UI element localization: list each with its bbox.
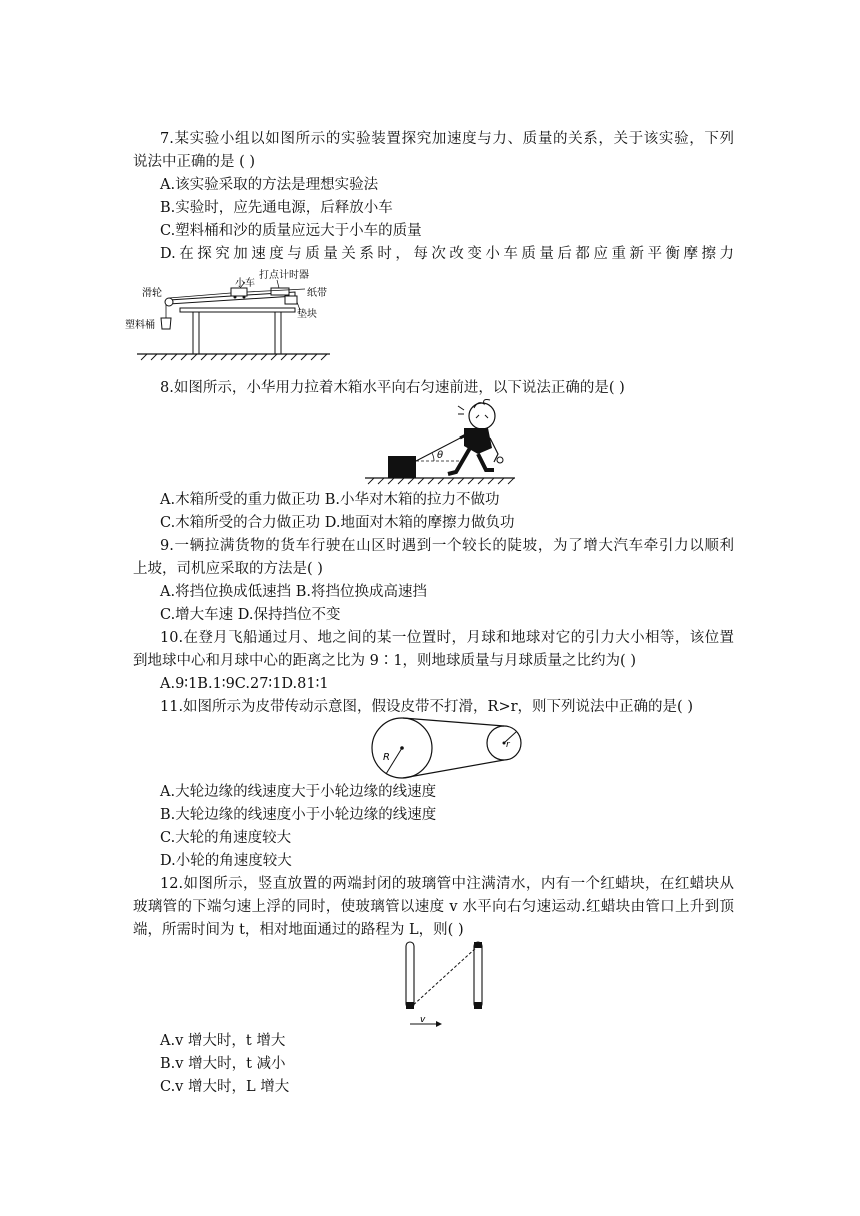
q12-glass-tube-figure xyxy=(400,938,495,1030)
big-wheel-label: R xyxy=(383,752,390,763)
q11-option-b: B.大轮边缘的线速度小于小轮边缘的线速度 xyxy=(160,807,437,823)
q11-option-d: D.小轮的角速度较大 xyxy=(160,853,292,869)
small-wheel-label: r xyxy=(506,740,510,750)
q10-stem-line2: 到地球中心和月球中心的距离之比为 9∶1，则地球质量与月球质量之比约为( ) xyxy=(133,653,636,669)
q11-option-a: A.大轮边缘的线速度大于小轮边缘的线速度 xyxy=(160,784,437,800)
q7-stem-line1: 7.某实验小组以如图所示的实验装置探究加速度与力、质量的关系，关于该实验，下列 xyxy=(160,131,734,147)
q7-option-d: D.在探究加速度与质量关系时，每次改变小车质量后都应重新平衡摩擦力 xyxy=(160,246,734,262)
q8-options-ab: A.木箱所受的重力做正功 B.小华对木箱的拉力不做功 xyxy=(160,492,500,508)
q7-option-b: B.实验时，应先通电源，后释放小车 xyxy=(160,200,393,216)
q10-options: A.9∶1B.1∶9C.27∶1D.81∶1 xyxy=(160,676,329,692)
label-block: 垫块 xyxy=(297,309,317,320)
q12-stem-line1: 12.如图所示，竖直放置的两端封闭的玻璃管中注满清水，内有一个红蜡块，在红蜡块从 xyxy=(160,876,734,892)
q12-stem-line3: 端，所需时间为 t，相对地面通过的路程为 L，则( ) xyxy=(133,922,464,938)
q11-option-c: C.大轮的角速度较大 xyxy=(160,830,292,846)
q8-pulling-box-figure xyxy=(360,398,520,488)
q11-stem: 11.如图所示为皮带传动示意图，假设皮带不打滑，R>r，则下列说法中正确的是( ) xyxy=(160,699,693,715)
theta-label: θ xyxy=(437,450,444,461)
label-bucket: 塑料桶 xyxy=(125,320,155,331)
q12-option-a: A.v 增大时，t 增大 xyxy=(160,1033,286,1049)
label-tape: 纸带 xyxy=(307,288,327,299)
q9-stem-line1: 9.一辆拉满货物的货车行驶在山区时遇到一个较长的陡坡，为了增大汽车牵引力以顺利 xyxy=(160,538,734,554)
label-pulley: 滑轮 xyxy=(142,288,162,299)
label-cart: 小车 xyxy=(235,278,255,289)
q12-stem-line2: 玻璃管的下端匀速上浮的同时，使玻璃管以速度 v 水平向右匀速运动.红蜡块由管口上升到顶 xyxy=(133,899,734,915)
q7-apparatus-figure xyxy=(125,266,345,366)
q9-options-cd: C.增大车速 D.保持挡位不变 xyxy=(160,607,341,623)
q7-stem-line2: 说法中正确的是 ( ) xyxy=(133,154,256,170)
q10-stem-line1: 10.在登月飞船通过月、地之间的某一位置时，月球和地球对它的引力大小相等，该位置 xyxy=(160,630,734,646)
q12-option-b: B.v 增大时，t 减小 xyxy=(160,1056,286,1072)
velocity-label: v xyxy=(420,1015,426,1025)
q12-option-c: C.v 增大时，L 增大 xyxy=(160,1079,290,1095)
q9-options-ab: A.将挡位换成低速挡 B.将挡位换成高速挡 xyxy=(160,584,427,600)
q7-option-a: A.该实验采取的方法是理想实验法 xyxy=(160,177,379,193)
q9-stem-line2: 上坡，司机应采取的方法是( ) xyxy=(133,561,323,577)
q8-options-cd: C.木箱所受的合力做正功 D.地面对木箱的摩擦力做负功 xyxy=(160,515,515,531)
q8-stem: 8.如图所示，小华用力拉着木箱水平向右匀速前进，以下说法正确的是( ) xyxy=(160,380,625,396)
q7-option-c: C.塑料桶和沙的质量应远大于小车的质量 xyxy=(160,223,422,239)
q11-belt-drive-figure xyxy=(368,716,524,780)
label-timer: 打点计时器 xyxy=(259,270,309,281)
